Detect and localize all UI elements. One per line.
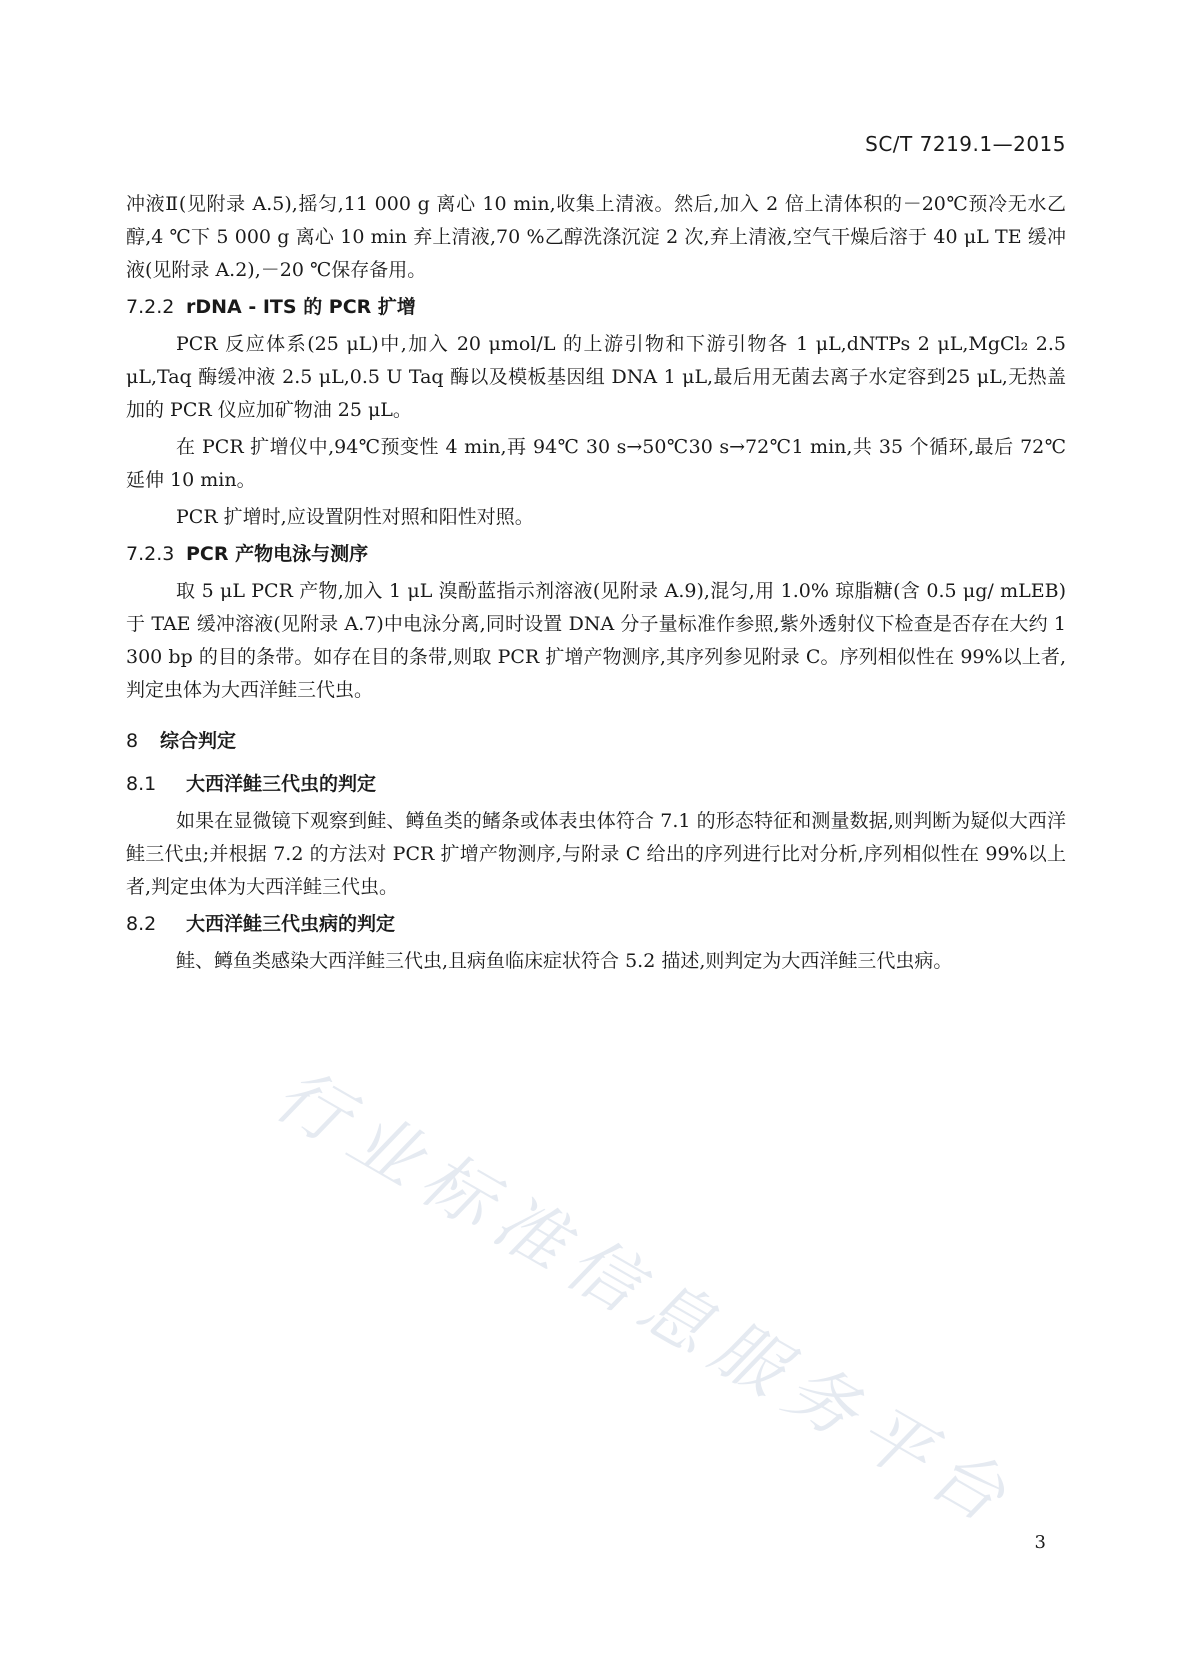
section-number: 7.2.3 bbox=[126, 543, 175, 565]
paragraph: 鲑、鳟鱼类感染大西洋鲑三代虫,且病鱼临床症状符合 5.2 描述,则判定为大西洋鲑三代虫病。 bbox=[176, 950, 953, 972]
section-number: 8.2 bbox=[126, 913, 157, 935]
section-number: 8 bbox=[126, 730, 139, 752]
section-heading-8-1 bbox=[126, 768, 1066, 801]
section-heading-7-2-3 bbox=[126, 538, 1066, 571]
paragraph: 如果在显微镜下观察到鲑、鳟鱼类的鳍条或体表虫体符合 7.1 的形态特征和测量数据,则判断为疑似大西洋鲑三代虫;并根据 7.2 的方法对 PCR 扩增产物测序,与附录 C 给出的序列进行比对分析,序列相似性在 99%以上者,判定虫体为大西洋鲑三代虫。 bbox=[126, 810, 1066, 898]
paragraph-continuation: 冲液Ⅱ(见附录 A.5),摇匀,11 000 g 离心 10 min,收集上清液。然后,加入 2 倍上清体积的－20℃预冷无水乙醇,4 ℃下 5 000 g 离心 10 min 弃上清液,70 %乙醇洗涤沉淀 2 次,弃上清液,空气干燥后溶于 40 μL TE 缓冲液(见附录 A.2),－20 ℃保存备用。 bbox=[126, 193, 1066, 281]
paragraph: 取 5 μL PCR 产物,加入 1 μL 溴酚蓝指示剂溶液(见附录 A.9),混匀,用 1.0% 琼脂糖(含 0.5 μg/ mLEB)于 TAE 缓冲溶液(见附录 A.7)中电泳分离,同时设置 DNA 分子量标准作参照,紫外透射仪下检查是否存在大约 1 300 bp 的目的条带。如存在目的条带,则取 PCR 扩增产物测序,其序列参见附录 C。序列相似性在 99%以上者,判定虫体为大西洋鲑三代虫。 bbox=[126, 580, 1066, 701]
section-title: 大西洋鲑三代虫病的判定 bbox=[186, 913, 396, 935]
page-number: 3 bbox=[1034, 1532, 1046, 1553]
section-heading-8 bbox=[126, 725, 1066, 758]
section-number: 8.1 bbox=[126, 773, 157, 795]
section-heading-8-2 bbox=[126, 908, 1066, 941]
paragraph: 在 PCR 扩增仪中,94℃预变性 4 min,再 94℃ 30 s→50℃30 s→72℃1 min,共 35 个循环,最后 72℃延伸 10 min。 bbox=[126, 436, 1066, 491]
standard-code: SC/T 7219.1—2015 bbox=[865, 132, 1066, 156]
section-title: 大西洋鲑三代虫的判定 bbox=[186, 773, 377, 795]
page-content bbox=[126, 188, 1066, 982]
watermark-text: 行业标准信息服务平台 bbox=[261, 1052, 1030, 1545]
paragraph: PCR 反应体系(25 μL)中,加入 20 μmol/L 的上游引物和下游引物各 1 μL,dNTPs 2 μL,MgCl₂ 2.5 μL,Taq 酶缓冲液 2.5 μL,0.5 U Taq 酶以及模板基因组 DNA 1 μL,最后用无菌去离子水定容到25 μL,无热盖加的 PCR 仪应加矿物油 25 μL。 bbox=[126, 333, 1066, 421]
paragraph: PCR 扩增时,应设置阴性对照和阳性对照。 bbox=[176, 506, 534, 528]
section-title: PCR 产物电泳与测序 bbox=[186, 543, 369, 565]
section-number: 7.2.2 bbox=[126, 296, 175, 318]
section-title: 综合判定 bbox=[160, 730, 237, 752]
section-title: rDNA - ITS 的 PCR 扩增 bbox=[186, 296, 416, 318]
section-heading-7-2-2 bbox=[126, 291, 1066, 324]
